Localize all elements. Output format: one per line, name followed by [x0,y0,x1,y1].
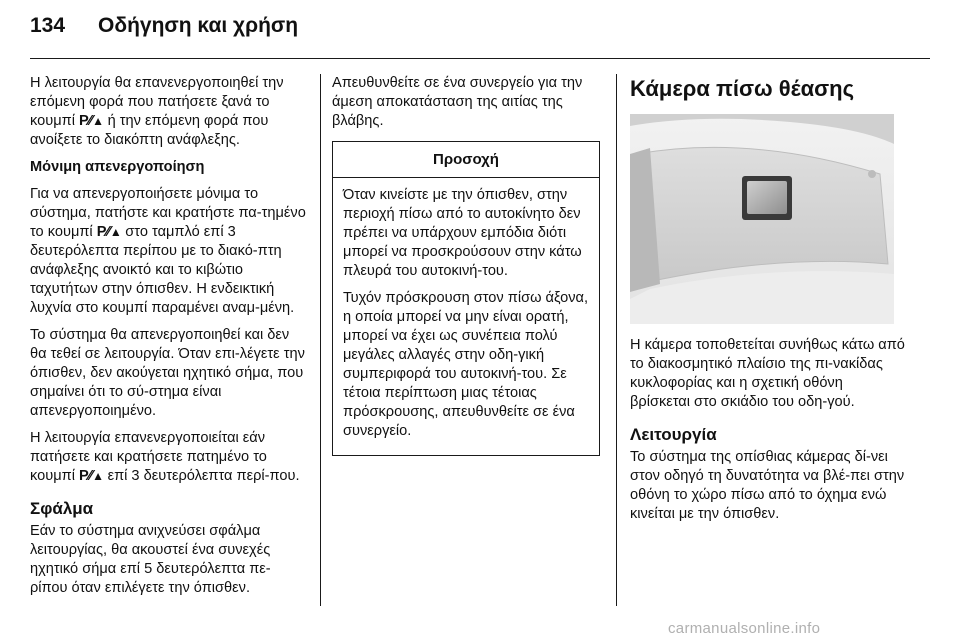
right-column [630,74,905,532]
column-divider-right [616,74,617,606]
parking-button-icon: P⁄⁄▲ [79,113,104,129]
intro-text-a: Η λειτουργία θα επανενεργοποιηθεί την επόμενη φορά που πατήσετε ξανά το κουμπί [30,75,284,129]
parking-button-icon: P⁄⁄▲ [96,224,122,240]
page-header [0,0,960,60]
permanent-paragraph-3: Η λειτουργία επανενεργοποιείται εάν πατήσετε και κρατήσετε πατημένο το κουμπί P⁄⁄▲ επί 3 δευτερόλεπτα περί-που. [30,430,300,484]
camera-location-paragraph: Η κάμερα τοποθετείται συνήθως κάτω από το διακοσμητικό πλαίσιο της πι-νακίδας κυκλοφορίας και η σχετική οθόνη βρίσκεται στο σκιάδιο του οδη-γού. [630,337,905,410]
error-heading: Σφάλμα [30,499,94,518]
header-rule [30,58,930,59]
permanent-paragraph-2: Το σύστημα θα απενεργοποιηθεί και δεν θα τεθεί σε λειτουργία. Όταν επι-λέγετε την όπισθεν, δεν ακούγεται ηχητικό σήμα, που σημαίνει ότι το σύ-στημα είναι απενεργοποιημένο. [30,327,305,419]
workshop-paragraph: Απευθυνθείτε σε ένα συνεργείο για την άμεση αποκατάσταση της αιτίας της βλάβης. [332,75,583,129]
caution-title: Προσοχή [333,142,599,178]
intro-text-b: ή την επόμενη φορά που ανοίξετε το διακόπτη ανάφλεξης. [30,113,269,148]
permanent-paragraph-1: Για να απενεργοποιήσετε μόνιμα το σύστημα, πατήστε και κρατήστε πα-τημένο το κουμπί P⁄⁄▲ στο ταμπλό επί 3 δευτερόλεπτα περίπου με το διακό-πτη ανάφλεξης ανοικτό και το κιβώτιο ταχυτήτων στην όπισθεν. Η ενδεικτική λυχνία στο κουμπί παραμένει αναμ-μένη. [30,186,306,316]
watermark: carmanualsonline.info [668,620,821,637]
middle-column [332,74,602,456]
caution-box [332,141,600,456]
page-number: 134 [30,14,66,37]
parking-button-icon: P⁄⁄▲ [79,468,104,484]
column-divider-left [320,74,321,606]
intro-paragraph [30,74,308,150]
error-paragraph: Εάν το σύστημα ανιχνεύσει σφάλμα λειτουργίας, θα ακουστεί ένα συνεχές ηχητικό σήμα επί 5 δευτερόλεπτα πε-ρίπου όταν επιλέγετε την όπισθεν. [30,523,271,596]
operation-paragraph: Το σύστημα της οπίσθιας κάμερας δί-νει στον οδηγό τη δυνατότητα να βλέ-πει στην οθόνη το χώρο πίσω από το όχημα ενώ κινείται με την όπισθεν. [630,449,905,522]
operation-heading: Λειτουργία [630,425,717,444]
page-title: Οδήγηση και χρήση [98,14,299,37]
left-column [30,74,308,606]
sun-visor-camera-illustration [630,114,894,324]
caution-paragraph-1: Όταν κινείστε με την όπισθεν, στην περιοχή πίσω από το αυτοκίνητο δεν πρέπει να υπάρχουν εμπόδια διότι μπορεί να προσκρούσουν στην κάτω πλευρά του αυτοκινή-του. [343,187,582,279]
permanent-deactivation-heading: Μόνιμη απενεργοποίηση [30,159,205,175]
caution-paragraph-2: Τυχόν πρόσκρουση στον πίσω άξονα, η οποία μπορεί να μην είναι ορατή, μπορεί να έχει ως συνέπεια πολύ μεγάλες αλλαγές στην οδη-γική συμπεριφορά του αυτοκινή-του. Σε τέτοια περίπτωση μιας τέτοιας πρόσκρουσης, απευθυνθείτε σε ένα συνεργείο. [343,290,589,439]
section-title: Κάμερα πίσω θέασης [630,76,855,101]
